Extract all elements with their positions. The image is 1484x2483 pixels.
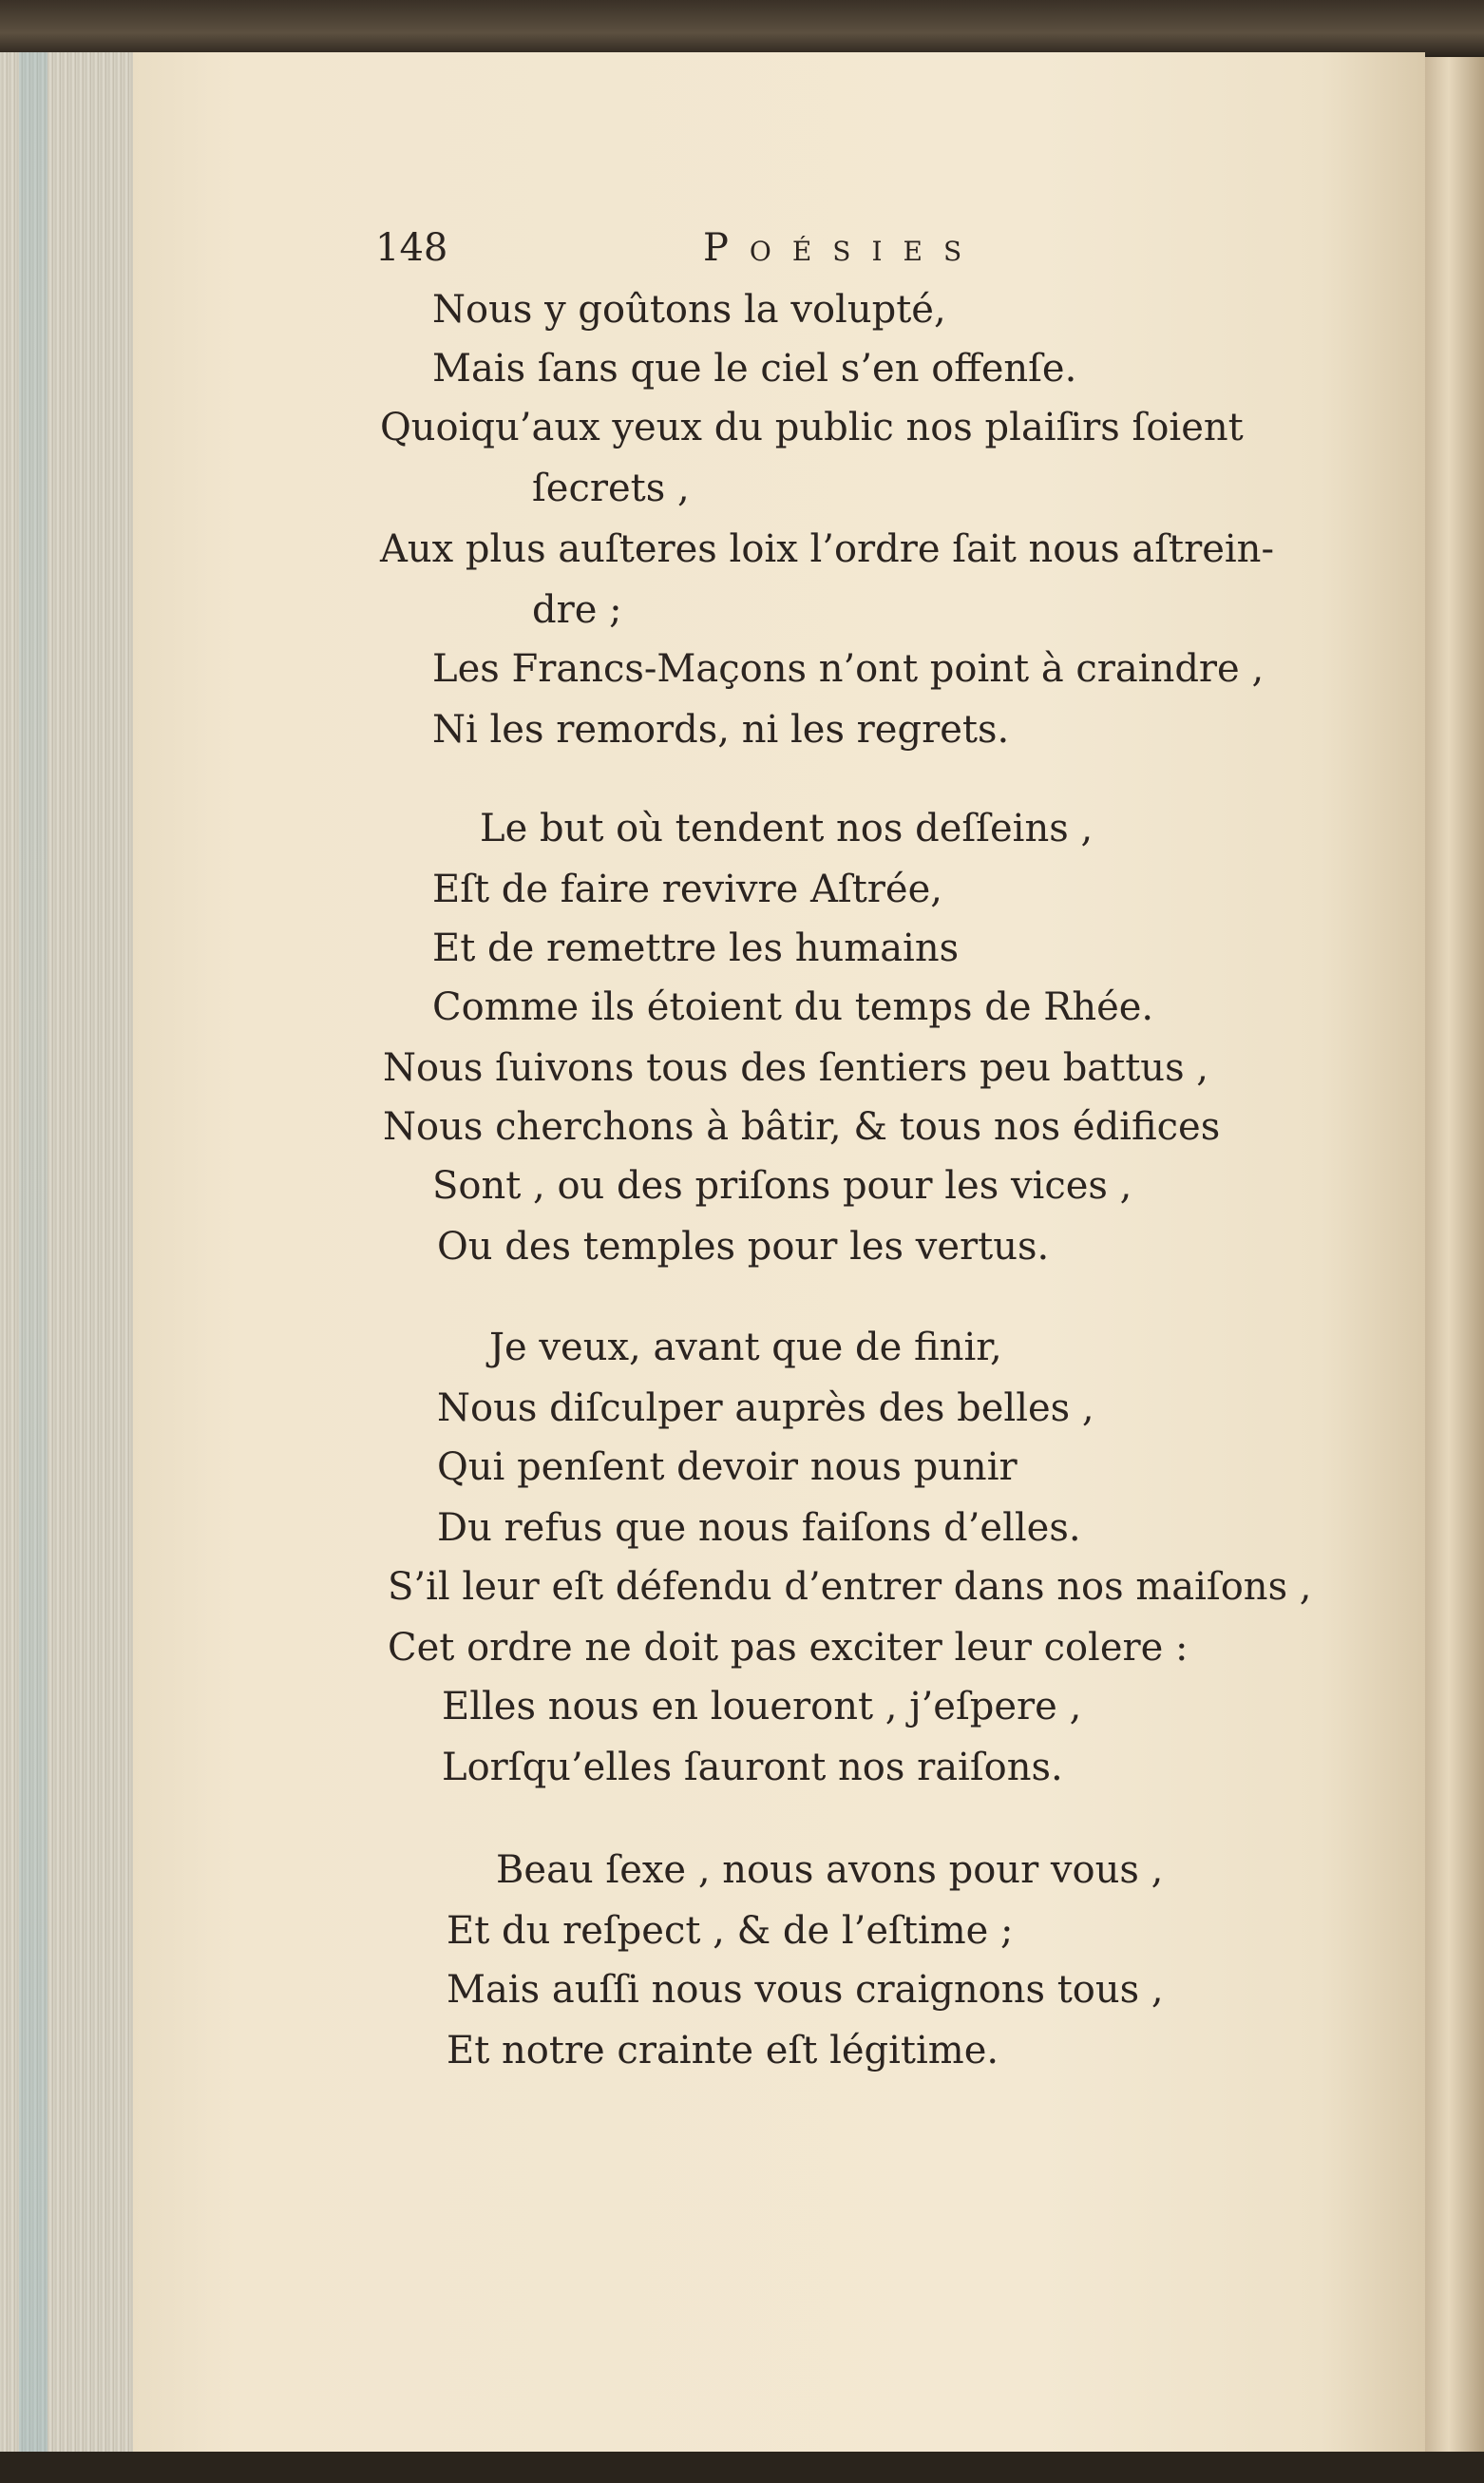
page-number: 148 xyxy=(375,226,448,270)
page-edges-left xyxy=(0,52,135,2456)
verse-line: Je veux, avant que de finir, xyxy=(489,1326,1002,1369)
verse-line: Mais ſans que le ciel s’en offenſe. xyxy=(432,347,1077,391)
verse-line: Ni les remords, ni les regrets. xyxy=(432,708,1010,752)
verse-line: Le but où tendent nos deſſeins , xyxy=(480,807,1094,850)
verse-line: dre ; xyxy=(532,588,622,632)
verse-line: Qui penſent devoir nous punir xyxy=(437,1445,1018,1489)
verse-line: Nous ſuivons tous des ſentiers peu battus , xyxy=(383,1046,1209,1090)
book-binding-top xyxy=(0,0,1484,55)
verse-line: Ou des temples pour les vertus. xyxy=(437,1225,1050,1269)
verse-line: Comme ils étoient du temps de Rhée. xyxy=(432,985,1154,1029)
verse-line: Sont , ou des priſons pour les vices , xyxy=(432,1164,1132,1208)
verse-line: Et de remettre les humains xyxy=(432,926,960,970)
verse-line: Du refus que nous faiſons d’elles. xyxy=(437,1506,1081,1550)
verse-line: Nous cherchons à bâtir, & tous nos édifices xyxy=(383,1105,1221,1149)
verse-line: Cet ordre ne doit pas exciter leur colere : xyxy=(388,1626,1189,1670)
verse-line: Eſt de faire revivre Aſtrée, xyxy=(432,868,942,911)
verse-line: S’il leur eſt défendu d’entrer dans nos maiſons , xyxy=(388,1565,1312,1609)
verse-line: Aux plus auſteres loix l’ordre ſait nous aſtrein- xyxy=(380,527,1274,571)
verse-line: Mais auſſi nous vous craignons tous , xyxy=(447,1968,1164,2012)
running-head xyxy=(375,226,1040,283)
verse-line: Et notre crainte eſt légitime. xyxy=(447,2029,999,2072)
verse-line: Les Francs-Maçons n’ont point à craindre , xyxy=(432,647,1265,691)
page-edge-right xyxy=(1425,57,1484,2452)
verse-line: Quoiqu’aux yeux du public nos plaiſirs ſoient xyxy=(380,406,1244,449)
book-binding-bottom xyxy=(0,2452,1484,2483)
verse-line: Elles nous en loueront , j’eſpere , xyxy=(442,1685,1082,1729)
verse-line: Nous y goûtons la volupté, xyxy=(432,288,946,332)
verse-line: Beau ſexe , nous avons pour vous , xyxy=(496,1848,1164,1892)
running-title: Poésies xyxy=(703,226,983,270)
verse-line: Nous diſculper auprès des belles , xyxy=(437,1386,1094,1430)
verse-line: Et du reſpect , & de l’eſtime ; xyxy=(447,1909,1014,1953)
verse-line: Lorſqu’elles ſauront nos raiſons. xyxy=(442,1746,1063,1789)
verse-line: ſecrets , xyxy=(532,467,690,510)
